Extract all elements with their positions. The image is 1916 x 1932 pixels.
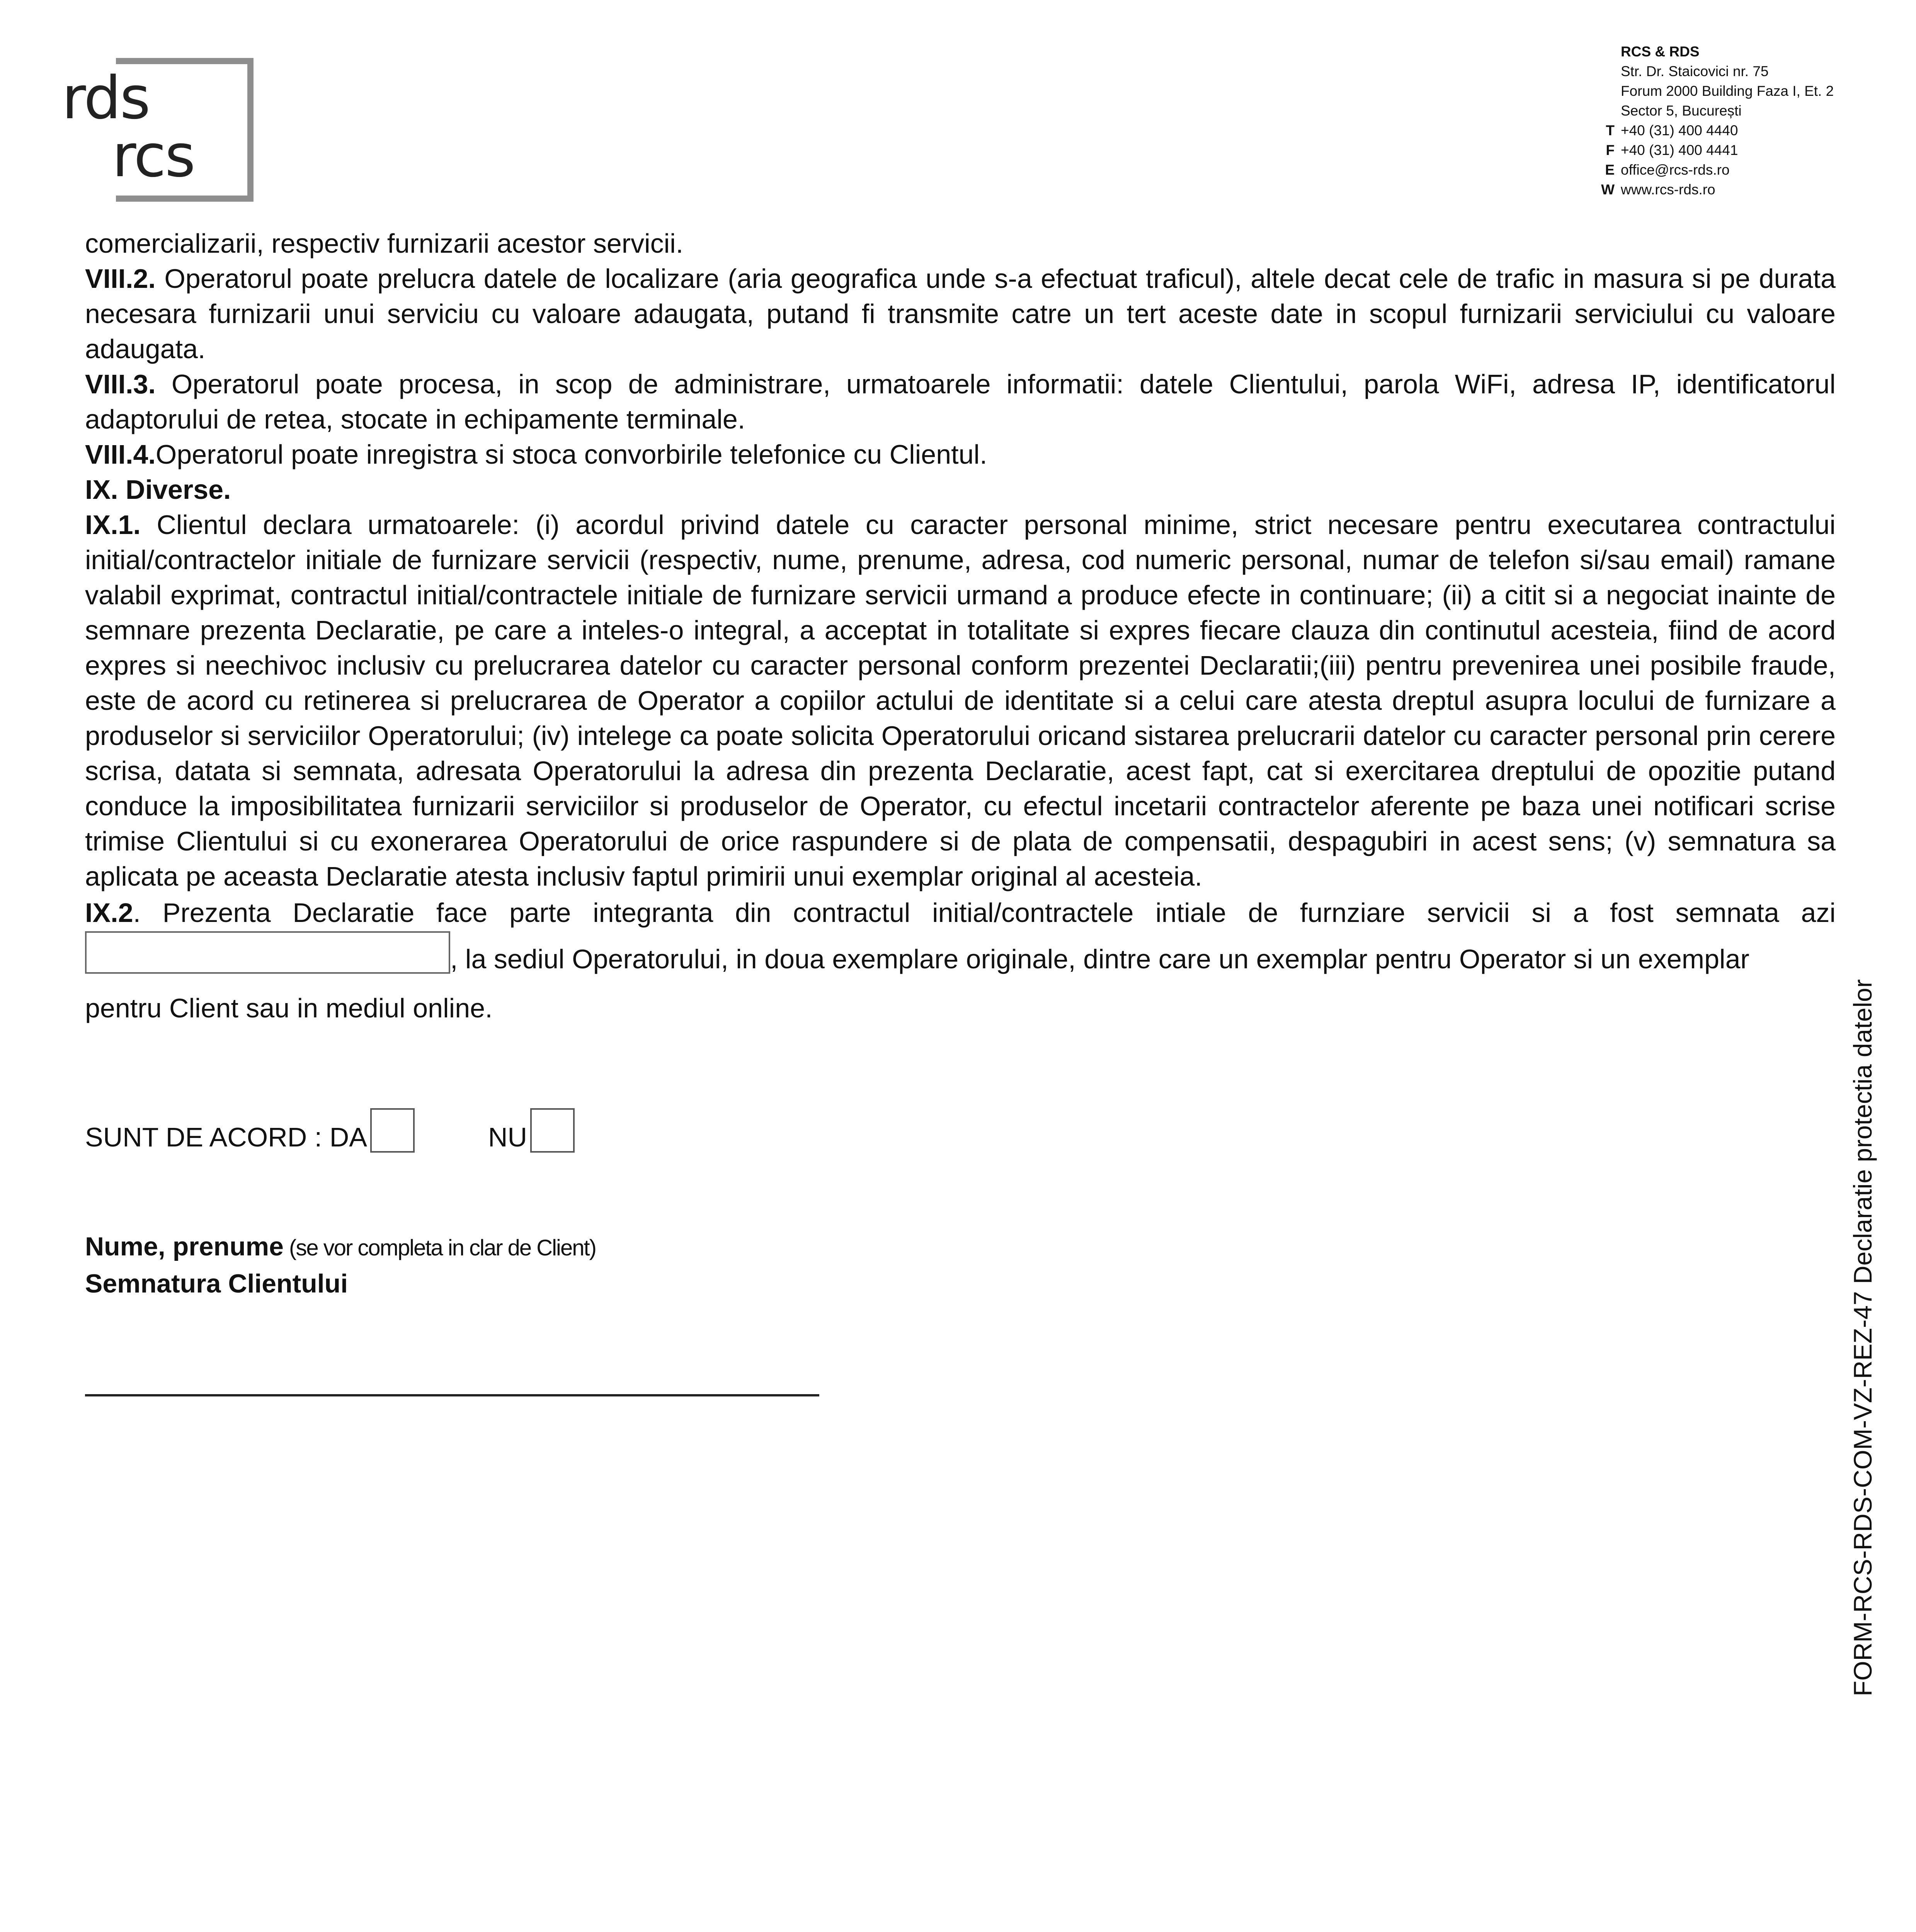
clause-number: IX.2 [85, 898, 133, 928]
company-logo [62, 58, 255, 194]
document-body [85, 226, 1836, 1026]
contact-label: T [1606, 122, 1615, 138]
clause-text: Operatorul poate prelucra datele de localizare (aria geografica unde s-a efectuat traficul), altele decat cele de trafic in masura si pe durata necesara furnizarii unui serviciu cu valoare adaugata, putand fi transmite catre un tert aceste date in scopul furnizarii serviciului cu valoare adaugata. [85, 264, 1836, 364]
clause-ix-2 [85, 894, 1836, 978]
address-line: Forum 2000 Building Faza I, Et. 2 [1621, 83, 1834, 99]
clause-text: , la sediul Operatorului, in doua exemplare originale, dintre care un exemplar pentru Operator si un exemplar [450, 944, 1749, 974]
address-line: Str. Dr. Staicovici nr. 75 [1621, 63, 1769, 79]
clause-ix-2-end: pentru Client sau in mediul online. [85, 993, 493, 1023]
contact-fax [1584, 140, 1834, 160]
clause-text: Clientul declara urmatoarele: (i) acordul privind datele cu caracter personal minime, strict necesare pentru executarea contractului initial/contractelor initiale de furnizare servicii (respectiv, nume, prenume, adresa, cod numeric personal, numar de telefon si/sau email) ramane valabil exprimat, contractul initial/contractele initiale de furnizare servicii urmand a produce efecte in continuare; (ii) a citit si a negociat inainte de semnare prezenta Declaratie, pe care a inteles-o integral, a acceptat in totalitate si expres fiecare clauza din continutul acesteia, fiind de acord expres si neechivoc inclusiv cu prelucrarea datelor cu caracter personal conform prezentei Declaratii;(iii) pentru prevenirea unei posibile fraude, este de acord cu retinerea si prelucrarea de Operator a copiilor actului de identitate si a celui care atesta dreptul asupra locului de furnizare a produselor si serviciilor Operatorului; (iv) intelege ca poate solicita Operatorului oricand sistarea prelucrarii datelor cu caracter personal prin cerere scrisa, datata si semnata, adresata Operatorului la adresa din prezenta Declaratie, acest fapt, cat si exercitarea dreptului de opozitie putand conduce la imposibilitatea furnizarii serviciilor si produselor de Operator, cu efectul incetarii contractelor aferente pe baza unei notificari scrise trimise Clientului si cu exonerarea Operatorului de orice raspundere si de plata de compensatii, despagubiri in acest sens; (v) semnatura sa aplicata pe aceasta Declaratie atesta inclusiv faptul primirii unui exemplar original al acesteia. [85, 510, 1836, 891]
clause-text: . Prezenta Declaratie face parte integranta din contractul initial/contractele intiale de furnziare servicii si a fost semnata azi [133, 898, 1836, 928]
consent-label: SUNT DE ACORD : DA [85, 1122, 367, 1152]
clause-number: VIII.2. [85, 264, 156, 294]
consent-row [85, 1108, 575, 1153]
contact-label: W [1601, 182, 1615, 197]
logo-text-rcs: rcs [112, 122, 194, 190]
clause-text: Operatorul poate procesa, in scop de administrare, urmatoarele informatii: datele Clientului, parola WiFi, adresa IP, identificatorul adaptorului de retea, stocate in echipamente terminale. [85, 369, 1836, 434]
clause-viii-4 [85, 437, 1836, 472]
consent-yes-checkbox[interactable] [370, 1108, 415, 1153]
company-name: RCS & RDS [1621, 44, 1700, 60]
contact-label: F [1606, 142, 1615, 158]
name-line [85, 1229, 596, 1266]
consent-no-checkbox[interactable] [530, 1108, 575, 1153]
contact-value: www.rcs-rds.ro [1621, 182, 1715, 197]
form-code: FORM-RCS-RDS-COM-VZ-REZ-47 Declaratie protectia datelor [1848, 979, 1877, 1696]
clause-viii-3 [85, 367, 1836, 437]
clause-ix-1 [85, 507, 1836, 894]
continuation-text: comercializarii, respectiv furnizarii acestor servicii. [85, 228, 684, 259]
contact-email [1584, 160, 1834, 180]
name-note: (se vor completa in clar de Client) [283, 1235, 596, 1260]
section-heading-ix: IX. Diverse. [85, 474, 231, 505]
contact-value: +40 (31) 400 4441 [1621, 142, 1738, 158]
contact-value: +40 (31) 400 4440 [1621, 122, 1738, 138]
signature-label: Semnatura Clientului [85, 1269, 348, 1298]
contact-phone [1584, 121, 1834, 140]
clause-number: VIII.3. [85, 369, 156, 399]
contact-value: office@rcs-rds.ro [1621, 162, 1730, 178]
consent-no-label: NU [488, 1122, 527, 1152]
clause-number: IX.1. [85, 510, 141, 540]
clause-text: Operatorul poate inregistra si stoca convorbirile telefonice cu Clientul. [155, 439, 987, 469]
logo-text-rds: rds [62, 64, 150, 132]
contact-web [1584, 180, 1834, 199]
name-label: Nume, prenume [85, 1232, 284, 1261]
clause-number: VIII.4. [85, 439, 156, 469]
contact-label: E [1605, 162, 1615, 178]
clause-viii-2 [85, 261, 1836, 367]
signature-line[interactable] [85, 1394, 819, 1396]
company-info [1584, 42, 1834, 199]
address-line: Sector 5, București [1621, 103, 1742, 119]
signature-block [85, 1229, 596, 1301]
date-input[interactable] [85, 931, 450, 974]
